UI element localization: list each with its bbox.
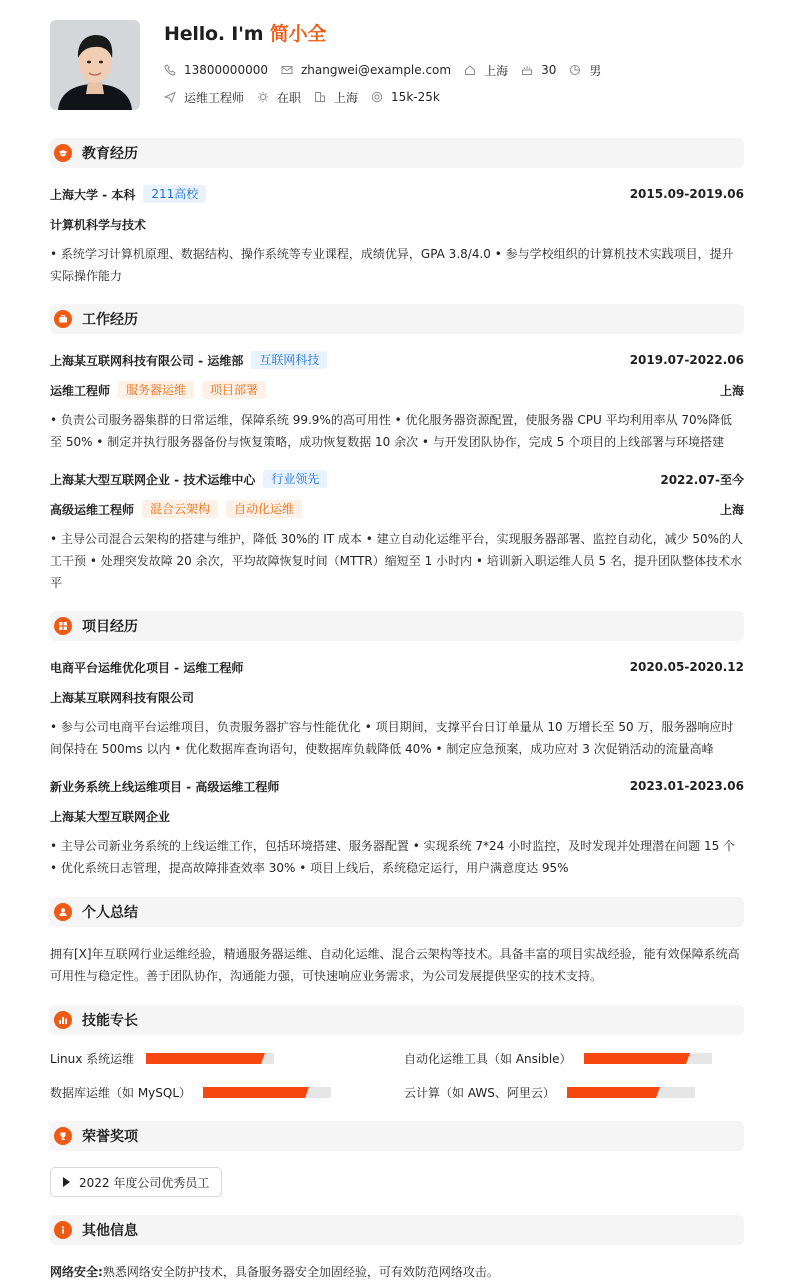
- projects-title: 项目经历: [82, 619, 138, 635]
- project-company-row: [50, 687, 744, 707]
- salary-item: [371, 90, 440, 104]
- work-role: 运维工程师: [50, 383, 111, 398]
- job-text: 运维工程师: [184, 90, 245, 105]
- other-label: 网络安全:: [50, 1265, 103, 1279]
- project-name: 新业务系统上线运维项目 - 高级运维工程师: [50, 779, 280, 794]
- age-item: [521, 63, 556, 77]
- skill-item: [404, 1047, 744, 1069]
- project-entry: [50, 776, 744, 879]
- major: 计算机科学与技术: [50, 217, 147, 232]
- bar-chart-icon: [54, 1011, 72, 1029]
- skills-grid: [50, 1047, 744, 1103]
- grid-icon: [54, 617, 72, 635]
- job-item: [164, 89, 244, 106]
- skills-title: 技能专长: [82, 1013, 138, 1029]
- user-icon: [54, 903, 72, 921]
- skill-label: 自动化运维工具（如 Ansible）: [404, 1051, 572, 1066]
- coin-icon: [371, 91, 383, 103]
- trophy-icon: [54, 1127, 72, 1145]
- education-title: 教育经历: [82, 146, 138, 162]
- work-skill-tag: 服务器运维: [118, 381, 194, 399]
- city-item: [314, 89, 358, 106]
- education-desc: • 系统学习计算机原理、数据结构、操作系统等专业课程，成绩优异，GPA 3.8/4.0 • 参与学校组织的计算机技术实践项目，提升实际操作能力: [50, 247, 734, 283]
- project-company: 上海某互联网科技有限公司: [50, 690, 195, 705]
- awards-section-header: [50, 1121, 744, 1151]
- summary-section-header: [50, 897, 744, 927]
- work-skill-tag: 自动化运维: [226, 500, 302, 518]
- age-text: 30: [541, 63, 557, 77]
- project-entry: [50, 657, 744, 760]
- greeting: [164, 21, 614, 47]
- graduation-cap-icon: [54, 144, 72, 162]
- work-company: 上海某大型互联网企业 - 技术运维中心: [50, 472, 256, 487]
- projects-section-header: [50, 611, 744, 641]
- job-row: [164, 88, 614, 106]
- gender-icon: [569, 64, 581, 76]
- mail-icon: [281, 64, 293, 76]
- skill-label: Linux 系统运维: [50, 1051, 135, 1066]
- education-section-header: [50, 138, 744, 168]
- status-icon: [257, 91, 269, 103]
- work-company-row: [50, 350, 744, 370]
- salary-text: 15k-25k: [391, 90, 440, 104]
- work-city: 上海: [719, 502, 744, 517]
- work-company-row: [50, 469, 744, 489]
- skill-bar: [584, 1053, 712, 1064]
- other-section-header: [50, 1215, 744, 1245]
- skill-item: [50, 1081, 404, 1103]
- skill-bar-fill: [146, 1053, 261, 1064]
- contact-row: [164, 61, 614, 79]
- phone-icon: [164, 64, 176, 76]
- project-name-row: [50, 776, 744, 796]
- work-date: 2022.07-至今: [660, 472, 744, 487]
- work-role-row: [50, 380, 744, 400]
- city-text: 上海: [334, 90, 359, 105]
- greeting-text: Hello. I'm: [164, 23, 264, 45]
- summary-text: 拥有[X]年互联网行业运维经验，精通服务器运维、自动化运维、混合云架构等技术。具备丰富的项目实战经验，能有效保障系统高可用性与稳定性。善于团队协作，沟通能力强，可快速响应业务需求，为公司发展提供坚实的技术支持。: [50, 947, 740, 983]
- work-skill-tag: 项目部署: [202, 381, 266, 399]
- cake-icon: [521, 64, 533, 76]
- skill-bar: [146, 1053, 274, 1064]
- work-company-tag: 互联网科技: [251, 351, 327, 369]
- skill-item: [404, 1081, 744, 1103]
- award-text: 2022 年度公司优秀员工: [79, 1175, 210, 1190]
- other-info: [50, 1261, 744, 1282]
- work-entry: [50, 469, 744, 594]
- awards-title: 荣誉奖项: [82, 1129, 138, 1145]
- other-title: 其他信息: [82, 1223, 138, 1239]
- project-name-row: [50, 657, 744, 677]
- project-date: 2023.01-2023.06: [629, 779, 744, 793]
- work-title: 工作经历: [82, 312, 138, 328]
- work-desc: • 负责公司服务器集群的日常运维，保障系统 99.9%的高可用性 • 优化服务器资源配置，使服务器 CPU 平均利用率从 70%降低至 50% • 制定并执行服务器备份与恢复策略，成功恢复数据 10 余次 • 与开发团队协作，完成 5 个项目的上线部署与环境搭建: [50, 413, 733, 449]
- info-icon: [54, 1221, 72, 1239]
- project-desc: • 参与公司电商平台运维项目，负责服务器扩容与性能优化 • 项目期间，支撑平台日订单量从 10 万增长至 50 万，服务器响应时间保持在 500ms 以内 • 优化数据库查询语句，使数据库负载降低 40% • 制定应急预案，成功应对 3 次促销活动的流量高峰: [50, 720, 734, 756]
- skill-bar-fill: [203, 1087, 305, 1098]
- school-name: 上海大学 - 本科: [50, 187, 136, 202]
- skill-bar: [203, 1087, 331, 1098]
- skill-label: 云计算（如 AWS、阿里云）: [404, 1085, 555, 1100]
- hometown-text: 上海: [484, 63, 509, 78]
- hometown-item: [464, 62, 508, 79]
- other-text: 熟悉网络安全防护技术，具备服务器安全加固经验，可有效防范网络攻击。: [102, 1265, 499, 1279]
- phone-text: 13800000000: [184, 63, 268, 77]
- project-company-row: [50, 806, 744, 826]
- work-role-row: [50, 499, 744, 519]
- project-company: 上海某大型互联网企业: [50, 809, 171, 824]
- skill-bar: [567, 1087, 695, 1098]
- project-desc: • 主导公司新业务系统的上线运维工作，包括环境搭建、服务器配置 • 实现系统 7*24 小时监控，及时发现并处理潜在问题 15 个 • 优化系统日志管理，提高故障排查效率 30% • 项目上线后，系统稳定运行，用户满意度达 95%: [50, 839, 736, 875]
- work-city: 上海: [719, 383, 744, 398]
- email-text: zhangwei@example.com: [300, 63, 452, 77]
- skill-item: [50, 1047, 404, 1069]
- education-major-row: [50, 214, 744, 234]
- work-role: 高级运维工程师: [50, 502, 135, 517]
- education-entry: [50, 184, 744, 287]
- work-skill-tag: 混合云架构: [142, 500, 218, 518]
- work-company: 上海某互联网科技有限公司 - 运维部: [50, 353, 244, 368]
- awards-list: [50, 1167, 744, 1197]
- briefcase-icon: [54, 310, 72, 328]
- work-entry: [50, 350, 744, 453]
- resume-header: [50, 20, 744, 138]
- education-school-row: [50, 184, 744, 204]
- skills-section-header: [50, 1005, 744, 1035]
- header-info: [164, 20, 614, 106]
- candidate-name: 简小全: [269, 23, 327, 45]
- summary-title: 个人总结: [82, 905, 138, 921]
- skill-label: 数据库运维（如 MySQL）: [50, 1085, 192, 1100]
- work-desc: • 主导公司混合云架构的搭建与维护，降低 30%的 IT 成本 • 建立自动化运维平台，实现服务器部署、监控自动化，减少 50%的人工干预 • 处理突发故障 20 余次，平均故障恢复时间（MTTR）缩短至 1 小时内 • 培训新入职运维人员 5 名，提升团队整体技术水平: [50, 532, 744, 590]
- gender-text: 男: [589, 63, 602, 78]
- phone-item: [164, 63, 268, 77]
- play-icon: [63, 1177, 70, 1187]
- status-text: 在职: [277, 90, 302, 105]
- project-date: 2020.05-2020.12: [629, 660, 744, 674]
- education-date: 2015.09-2019.06: [629, 187, 744, 201]
- project-name: 电商平台运维优化项目 - 运维工程师: [50, 660, 244, 675]
- home-icon: [464, 64, 476, 76]
- school-tag: 211高校: [143, 185, 206, 203]
- send-icon: [164, 91, 176, 103]
- avatar: [50, 20, 140, 110]
- work-date: 2019.07-2022.06: [629, 353, 744, 367]
- award-item[interactable]: [50, 1167, 222, 1197]
- email-item: [281, 63, 451, 77]
- skill-bar-fill: [584, 1053, 686, 1064]
- status-item: [257, 89, 301, 106]
- gender-item: [569, 62, 601, 79]
- skill-bar-fill: [567, 1087, 657, 1098]
- work-section-header: [50, 304, 744, 334]
- work-company-tag: 行业领先: [263, 470, 327, 488]
- building-icon: [314, 91, 326, 103]
